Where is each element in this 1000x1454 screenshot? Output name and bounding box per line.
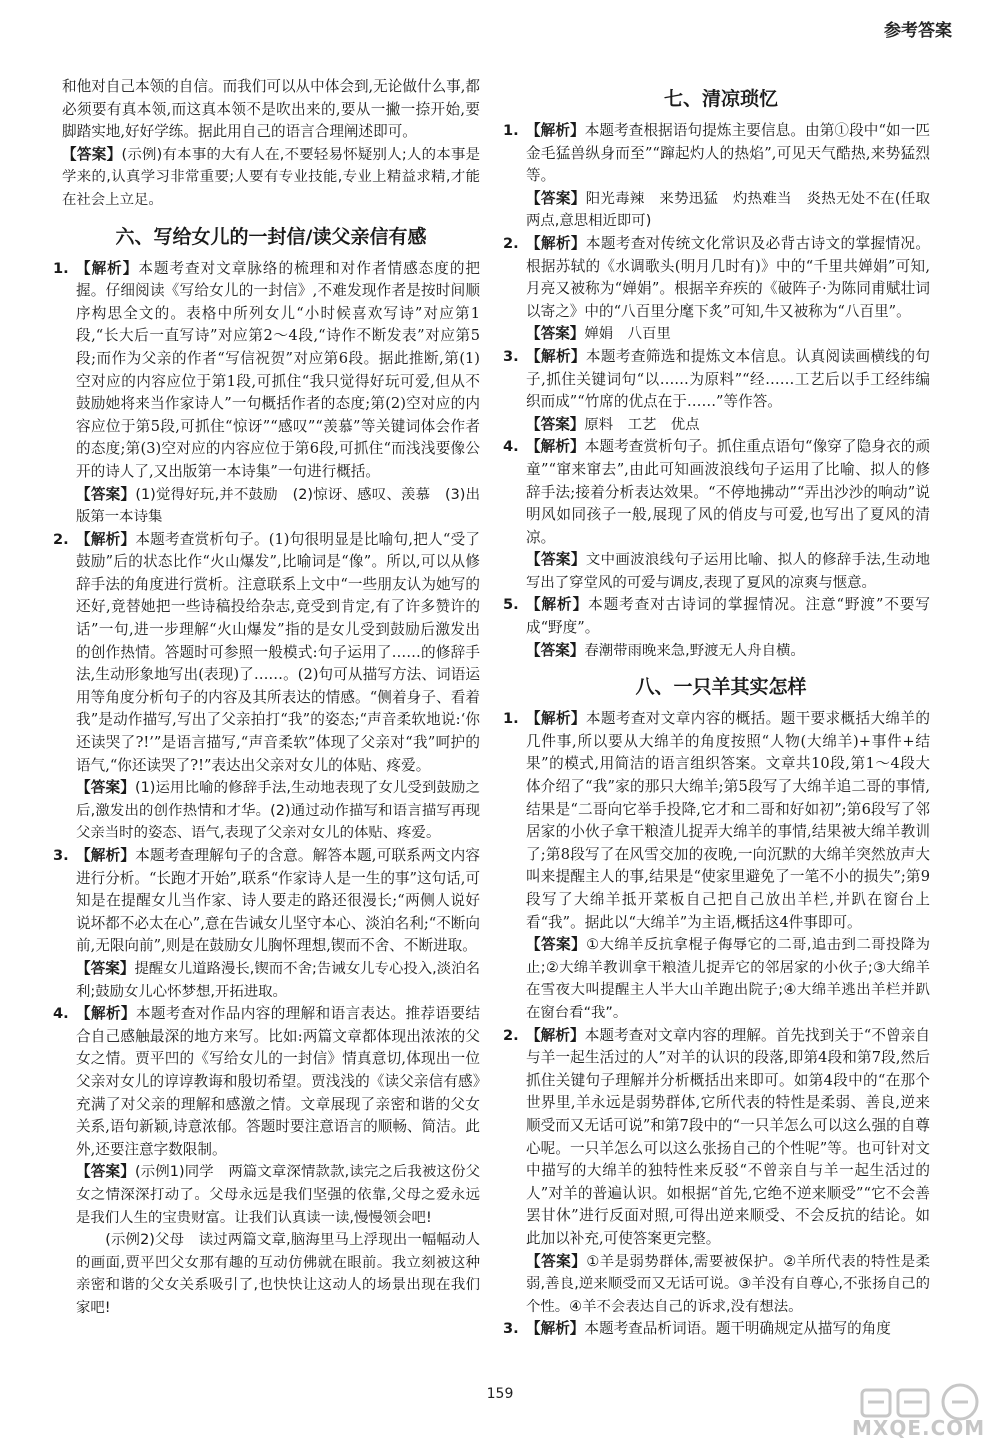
section-title-6: 六、写给女儿的一封信/读父亲信有感 [115,225,427,248]
question-number: 2. [53,530,69,548]
question-item [503,594,930,662]
question-item [53,1003,480,1319]
answer-label: 【答案】 [526,1252,587,1270]
watermark-logo [852,1382,986,1444]
intro-answer-block [62,144,480,212]
answer-label: 【答案】 [76,485,136,503]
question-item [503,1025,930,1319]
answer-label: 【答案】 [526,325,585,343]
analysis-text: 本题考查品析词语。题干明确规定从描写的角度 [584,1320,891,1338]
question-number: 5. [503,596,519,614]
question-number: 1. [53,259,69,277]
answer-label: 【答案】 [526,189,586,207]
answer-label: 【答案】 [526,936,587,954]
analysis-label: 【解析】 [76,259,139,277]
question-item [503,120,930,233]
question-item [53,258,480,529]
watermark-domain: MXQE.COM [852,1416,986,1440]
question-number: 1. [503,122,519,139]
analysis-label: 【解析】 [526,1320,585,1338]
answer-label: 【答案】 [76,959,135,977]
answer-text: ①羊是弱势群体,需要被保护。②羊所代表的特性是柔弱,善良,逆来顺受而又无话可说。③羊没有自尊心,不张扬自己的个性。④羊不会表达自己的诉求,没有想法。 [526,1253,930,1315]
analysis-label: 【解析】 [526,710,586,728]
analysis-text: 本题考查赏析句子。(1)句很明显是比喻句,把人“受了鼓励”后的状态比作“火山爆发”,比喻词是“像”。所以,可以从修辞手法的角度进行赏析。注意联系上文中“一些朋友认为她写的还好,竟替她把一些诗稿投给杂志,竟受到肯定,有了许多赞许的话”一句,进一步理解“火山爆发”指的是女儿受到鼓励后激发出的创作热情。答题时可参照一般模式:句子运用了……的修辞手法,生动形象地写出(表现)了……。(2)句可从描写方法、词语运用等角度分析句子的内容及其所表达的情感。“侧着身子、看着我”是动作描写,写出了父亲拍打“我”的姿态;“声音柔软地说:‘你还读哭了?!’”是语言描写,“声音柔软”体现了父亲对“我”呵护的语气,“你还读哭了?!”表达出父亲对女儿的体贴、疼爱。 [76,530,480,774]
question-number: 4. [53,1005,69,1023]
analysis-label: 【解析】 [76,1005,136,1023]
question-item [53,529,480,845]
answer-label: 【答案】 [76,1163,135,1181]
question-number: 1. [503,710,519,728]
question-item [503,436,930,594]
answer-label: 【答案】 [526,415,585,433]
analysis-label: 【解析】 [526,1026,585,1044]
question-number: 3. [53,847,69,864]
answer-text: (1)运用比喻的修辞手法,生动地表现了女儿受到鼓励之后,激发出的创作热情和才华。(2)通过动作描写和语言描写再现父亲当时的姿态、语气,表现了父亲对女儿的体贴、疼爱。 [76,780,480,842]
answer-text: (示例1)同学 两篇文章深情款款,读完之后我被这份父女之情深深打动了。父母永远是我们坚强的依靠,父母之爱永远是我们人生的宝贵财富。让我们认真读一读,慢慢领会吧! [76,1164,480,1226]
question-number: 2. [503,1026,519,1044]
intro-answer: (示例)有本事的大有人在,不要轻易怀疑别人;人的本事是学来的,认真学习非常重要;人要有专业技能,专业上精益求精,才能在社会上立足。 [62,146,480,208]
analysis-text: 本题考查对文章脉络的梳理和对作者情感态度的把握。仔细阅读《写给女儿的一封信》,不难发现作者是按时间顺序构思全文的。表格中所列女儿“小时候喜欢写诗”对应第1段,“长大后一直写诗”对应第2～4段,“诗作不断发表”对应第5段;而作为父亲的作者“写信祝贺”对应第6段。据此推断,第(1)空对应的内容应位于第1段,可抓住“我只觉得好玩可爱,但从不鼓励她将来当作家诗人”一句概括作者的态度;第(2)空对应的内容应位于第5段,可抓住“惊讶”“感叹”“羡慕”等关键词体会作者的态度;第(3)空对应的内容应位于第6段,可抓住“而浅浅要像公开的诗人了,又出版第一本诗集”一句进行概括。 [76,259,480,480]
question-number: 3. [503,347,519,365]
left-column [53,76,480,1319]
answer-text: 原料 工艺 优点 [584,416,700,433]
answer-label: 【答案】 [76,779,135,797]
answer-label: 【答案】 [62,145,122,163]
intro-analysis: 和他对自己本领的自信。而我们可以从中体会到,无论做什么事,都必须要有真本领,而这真本领不是吹出来的,要从一撇一捺开始,要脚踏实地,好好学练。据此用自己的语言合理阐述即可。 [62,78,480,141]
analysis-text: 本题考查对传统文化常识及必背古诗文的掌握情况。根据苏轼的《水调歌头(明月几时有)》中的“千里共婵娟”可知,月亮又被称为“婵娟”。根据辛弃疾的《破阵子·为陈同甫赋壮词以寄之》中的“八百里分麾下炙”可知,牛又被称为“八百里”。 [526,234,930,320]
question-item [503,233,930,346]
answer-label: 【答案】 [526,641,585,659]
analysis-text: 本题考查筛选和提炼文本信息。认真阅读画横线的句子,抓住关键词句“以……为原料”“经……工艺后以手工经纬编织而成”“竹席的优点在于……”等作答。 [526,347,930,411]
analysis-label: 【解析】 [526,596,589,614]
answer-text: 婵娟 八百里 [584,326,671,343]
analysis-label: 【解析】 [526,438,585,456]
answer-text: 春潮带雨晚来急,野渡无人舟自横。 [584,642,805,659]
question-item [53,845,480,1003]
answer-label: 【答案】 [526,551,586,569]
analysis-text: 本题考查根据语句提炼主要信息。由第①段中“如一匹金毛猛兽纵身而至”“蹿起灼人的热焰”,可见天气酷热,来势猛烈等。 [526,122,930,185]
question-number: 2. [503,234,519,252]
header-answer-tag: 参考答案 [884,21,952,41]
analysis-label: 【解析】 [76,530,136,548]
analysis-text: 本题考查对文章内容的概括。题干要求概括大绵羊的几件事,所以要从大绵羊的角度按照“人物(大绵羊)+事件+结果”的模式,用简洁的语言组织答案。文章共10段,第1～4段大体介绍了“我”家的那只大绵羊;第5段写了大绵羊追二哥的事情,结果是“二哥向它举手投降,它才和二哥和好如初”;第6段写了邻居家的小伙子拿干粮渣儿捉弄大绵羊的事情,结果被大绵羊教训了;第8段写了在风雪交加的夜晚,一向沉默的大绵羊突然放声大叫来提醒主人的事,结果是“使家里避免了一笔不小的损失”;第9段写了大绵羊抵开菜板自己把自己放出羊栏,并趴在窗台上看“我”。据此以“大绵羊”为主语,概括这4件事即可。 [526,710,930,931]
answer-text: 文中画波浪线句子运用比喻、拟人的修辞手法,生动地写出了穿堂风的可爱与调皮,表现了夏风的凉爽与惬意。 [526,552,930,591]
answer-text: 阳光毒辣 来势迅猛 灼热难当 炎热无处不在(任取两点,意思相近即可) [526,190,930,230]
answer-text: 提醒女儿道路漫长,锲而不舍;告诫女儿专心投入,淡泊名利;鼓励女儿心怀梦想,开拓进取。 [76,960,480,1000]
analysis-text: 本题考查对作品内容的理解和语言表达。推荐语要结合自己感触最深的地方来写。比如:两篇文章都体现出浓浓的父女之情。贾平凹的《写给女儿的一封信》情真意切,体现出一位父亲对女儿的谆谆教诲和殷切希望。贾浅浅的《读父亲信有感》充满了对父亲的理解和感激之情。文章展现了亲密和谐的父女关系,语句新颖,诗意浓郁。答题时要注意语言的顺畅、简洁。此外,还要注意字数限制。 [76,1005,480,1158]
analysis-text: 本题考查理解句子的含意。解答本题,可联系两文内容进行分析。“长跑才开始”,联系“作家诗人是一生的事”这句话,可知是在提醒女儿当作家、诗人要走的路还很漫长;“两侧人说好说坏都不必太在心”,意在告诫女儿坚守本心、淡泊名利;“不断向前,无限向前”,则是在鼓励女儿胸怀理想,锲而不舍、不断进取。 [76,847,480,955]
section-title-8: 八、一只羊其实怎样 [635,676,807,699]
analysis-label: 【解析】 [76,847,136,864]
question-number: 4. [503,438,519,456]
answer-text: ①大绵羊反抗拿棍子侮辱它的二哥,追击到二哥投降为止;②大绵羊教训拿干粮渣儿捉弄它的邻居家的小伙子;③大绵羊在雪夜大叫提醒主人半大山羊跑出院子;④大绵羊逃出羊栏并趴在窗台看“我”。 [526,937,930,1021]
question-item [503,346,930,436]
analysis-label: 【解析】 [526,347,586,365]
analysis-text: 本题考查赏析句子。抓住重点语句“像穿了隐身衣的顽童”“窜来窜去”,由此可知画波浪线句子运用了比喻、拟人的修辞手法;接着分析表达效果。“不停地拂动”“弄出沙沙的响动”说明风如同孩子一般,展现了风的俏皮与可爱,也写出了夏风的清凉。 [526,438,930,546]
question-item [503,708,930,1024]
page-number: 159 [486,1386,514,1402]
answer-text-2: (示例2)父母 读过两篇文章,脑海里马上浮现出一幅幅动人的画面,贾平凹父女那有趣的互动仿佛就在眼前。我立刻被这种亲密和谐的父女关系吸引了,也快快让这动人的场景出现在我们家吧! [76,1232,480,1316]
question-item [503,1318,930,1341]
question-number: 3. [503,1320,519,1338]
analysis-label: 【解析】 [526,122,585,139]
analysis-text: 本题考查对文章内容的理解。首先找到关于“不曾亲自与羊一起生活过的人”对羊的认识的段落,即第4段和第7段,然后抓住关键句子理解并分析概括出来即可。如第4段中的“在那个世界里,羊永远是弱势群体,它所代表的特性是柔弱、善良,逆来顺受而又无话可说”和第7段中的“一只羊怎么可以这么强的自尊心呢。一只羊怎么可以这么张扬自己的个性呢”等。也可针对文中描写的大绵羊的独特性来反驳“不曾亲自与羊一起生活过的人”对羊的普遍认识。如根据“首先,它绝不逆来顺受”“它不会善罢甘休”进行反面对照,可得出逆来顺受、不会反抗的结论。如此加以补充,可使答案更完整。 [526,1026,930,1247]
answer-text: (1)觉得好玩,并不鼓励 (2)惊讶、感叹、羡慕 (3)出版第一本诗集 [76,486,480,526]
analysis-text: 本题考查对古诗词的掌握情况。注意“野渡”不要写成“野度”。 [526,596,930,637]
section-title-7: 七、清凉琐忆 [663,88,778,110]
analysis-label: 【解析】 [526,234,586,252]
right-column [503,84,930,1341]
